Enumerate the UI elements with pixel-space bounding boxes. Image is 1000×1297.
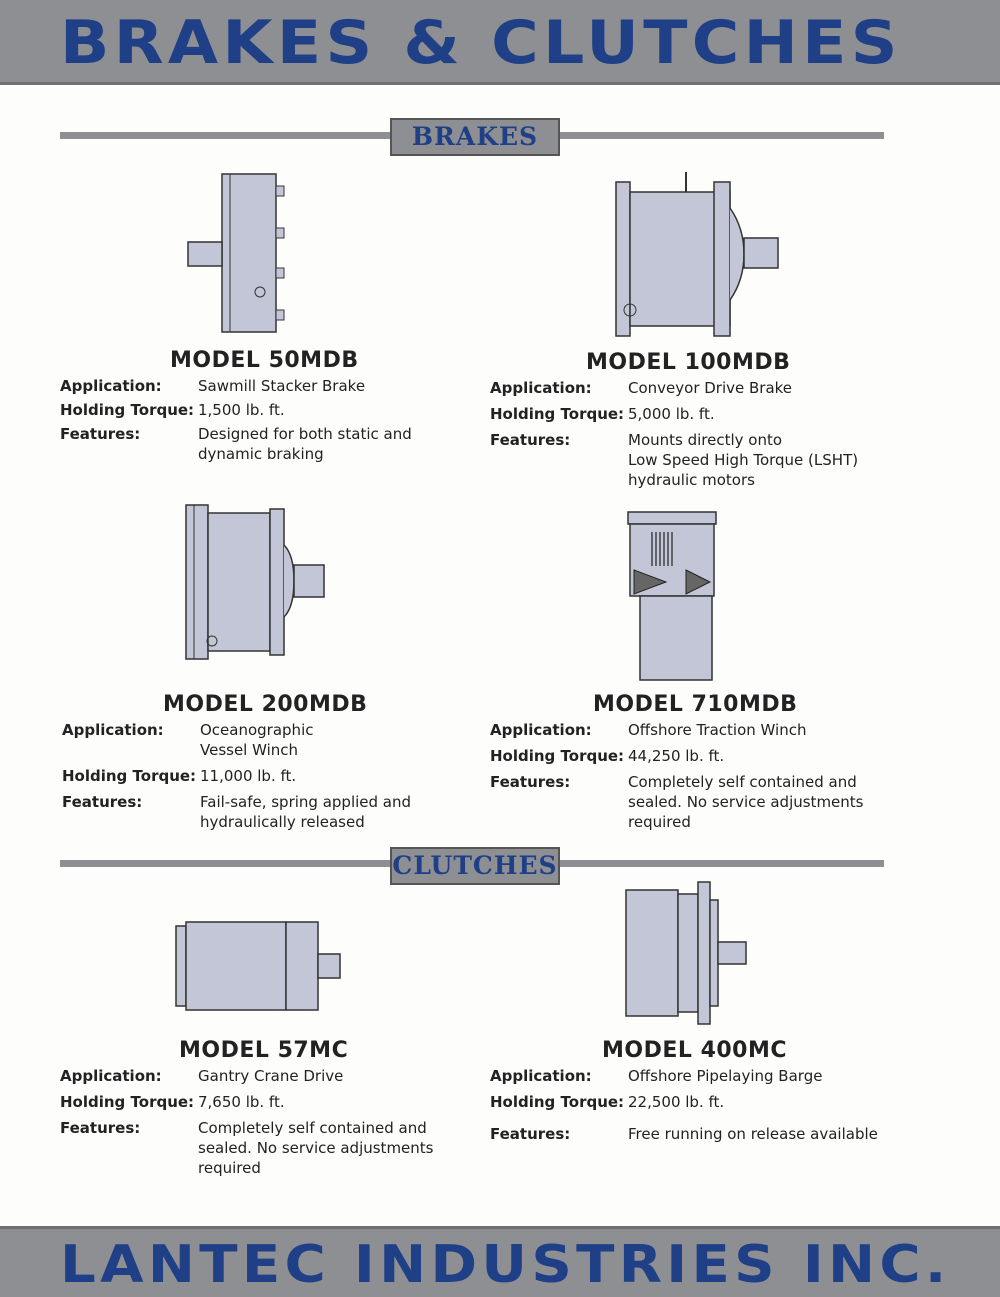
- model-710mdb-drawing: [626, 510, 720, 682]
- brakes-section-tag: BRAKES: [390, 118, 560, 156]
- features-line: Mounts directly onto: [628, 431, 783, 449]
- features-line: Free running on release available: [628, 1125, 878, 1143]
- features-label: Features:: [490, 773, 571, 791]
- holding-torque-value: 1,500 lb. ft.: [198, 401, 285, 419]
- features-label: Features:: [62, 793, 143, 811]
- model-200mdb-title: MODEL 200MDB: [163, 692, 368, 717]
- application-value: Sawmill Stacker Brake: [198, 377, 366, 395]
- model-57mc-drawing: [172, 920, 344, 1012]
- holding-torque-label: Holding Torque:: [62, 767, 197, 785]
- model-710mdb-specs: [490, 720, 890, 832]
- model-710mdb-title: MODEL 710MDB: [593, 692, 798, 717]
- clutches-section-tag: CLUTCHES: [390, 847, 560, 885]
- holding-torque-label: Holding Torque:: [490, 747, 625, 765]
- holding-torque-label: Holding Torque:: [490, 405, 625, 423]
- footer-banner: [0, 1226, 1000, 1297]
- model-200mdb-drawing: [182, 495, 332, 663]
- features-label: Features:: [490, 1125, 571, 1143]
- application-label: Application:: [62, 721, 164, 739]
- model-400mc-drawing: [620, 880, 750, 1026]
- model-57mc-specs: [60, 1066, 440, 1178]
- features-line: hydraulic motors: [628, 471, 755, 489]
- model-400mc-specs: [490, 1066, 890, 1156]
- application-value: Oceanographic: [200, 721, 314, 739]
- holding-torque-label: Holding Torque:: [490, 1093, 625, 1111]
- holding-torque-label: Holding Torque:: [60, 1093, 195, 1111]
- page-title: BRAKES & CLUTCHES: [60, 8, 902, 78]
- application-label: Application:: [490, 1067, 592, 1085]
- model-50mdb-title: MODEL 50MDB: [170, 348, 359, 373]
- application-value: Conveyor Drive Brake: [628, 379, 793, 397]
- features-line: required: [198, 1159, 261, 1177]
- features-line: Completely self contained and: [628, 773, 857, 791]
- application-label: Application:: [490, 721, 592, 739]
- model-100mdb-drawing: [612, 168, 787, 340]
- model-50mdb-specs: [60, 376, 440, 466]
- features-line: dynamic braking: [198, 445, 324, 463]
- features-line: Designed for both static and: [198, 425, 412, 443]
- holding-torque-value: 5,000 lb. ft.: [628, 405, 715, 423]
- features-line: sealed. No service adjustments: [628, 793, 864, 811]
- application-value: Offshore Pipelaying Barge: [628, 1067, 823, 1085]
- company-name: LANTEC INDUSTRIES INC.: [60, 1235, 951, 1295]
- application-value: Gantry Crane Drive: [198, 1067, 344, 1085]
- features-line: required: [628, 813, 691, 831]
- features-label: Features:: [60, 1119, 141, 1137]
- features-line: sealed. No service adjustments: [198, 1139, 434, 1157]
- features-line: hydraulically released: [200, 813, 365, 831]
- application-value: Vessel Winch: [200, 741, 299, 759]
- holding-torque-value: 22,500 lb. ft.: [628, 1093, 725, 1111]
- features-label: Features:: [60, 425, 141, 443]
- model-57mc-title: MODEL 57MC: [179, 1038, 349, 1063]
- model-50mdb-drawing: [185, 172, 295, 334]
- application-label: Application:: [490, 379, 592, 397]
- features-line: Completely self contained and: [198, 1119, 427, 1137]
- model-100mdb-title: MODEL 100MDB: [586, 350, 791, 375]
- holding-torque-value: 7,650 lb. ft.: [198, 1093, 285, 1111]
- model-100mdb-specs: [490, 378, 890, 490]
- features-line: Fail-safe, spring applied and: [200, 793, 412, 811]
- holding-torque-label: Holding Torque:: [60, 401, 195, 419]
- application-label: Application:: [60, 377, 162, 395]
- application-label: Application:: [60, 1067, 162, 1085]
- holding-torque-value: 44,250 lb. ft.: [628, 747, 725, 765]
- model-200mdb-specs: [62, 720, 442, 832]
- header-banner: [0, 0, 1000, 85]
- features-line: Low Speed High Torque (LSHT): [628, 451, 859, 469]
- features-label: Features:: [490, 431, 571, 449]
- holding-torque-value: 11,000 lb. ft.: [200, 767, 297, 785]
- application-value: Offshore Traction Winch: [628, 721, 807, 739]
- model-400mc-title: MODEL 400MC: [602, 1038, 788, 1063]
